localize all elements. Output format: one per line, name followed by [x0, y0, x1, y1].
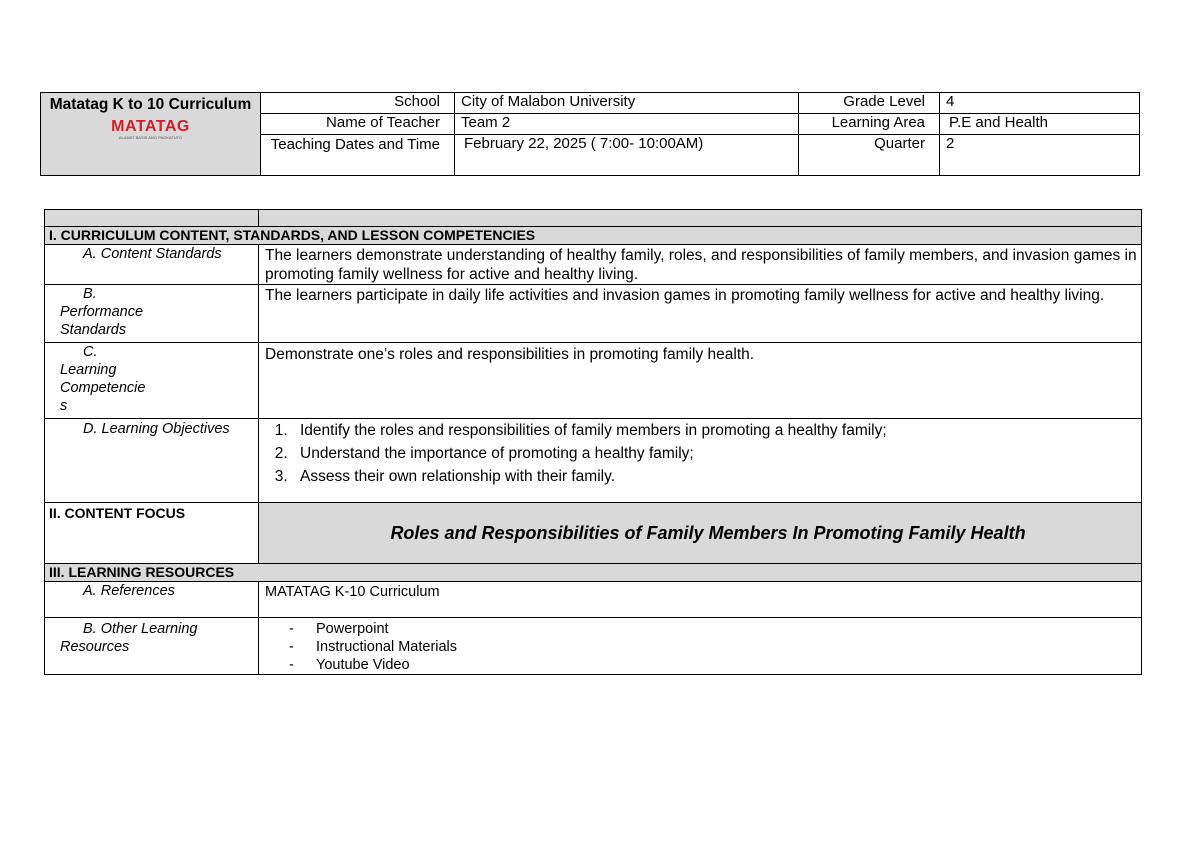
learning-competencies-text: Demonstrate one’s roles and responsibilities in promoting family health. — [259, 343, 1142, 419]
resource-item: - Powerpoint — [289, 621, 389, 637]
blank-shaded-row — [45, 210, 1142, 227]
section-resources-heading: III. LEARNING RESOURCES — [45, 564, 1142, 582]
grade-level-value: 4 — [940, 93, 1140, 114]
references-row — [45, 582, 1142, 618]
performance-standards-row — [45, 285, 1142, 343]
objective-item: 1. Identify the roles and responsibilities of family members in promoting a healthy family; — [292, 419, 1141, 442]
curriculum-title: Matatag K to 10 Curriculum — [49, 96, 252, 113]
teacher-value: Team 2 — [455, 114, 799, 135]
learning-objectives-label: D. Learning Objectives — [83, 421, 230, 437]
other-resources-label-2: Resources — [60, 639, 130, 655]
learning-competencies-label-1: Learning — [60, 362, 117, 378]
section-curriculum-heading: I. CURRICULUM CONTENT, STANDARDS, AND LESSON COMPETENCIES — [45, 227, 1142, 245]
other-resources-row — [45, 618, 1142, 675]
performance-standards-letter: B. — [83, 286, 97, 302]
learning-area-label: Learning Area — [799, 114, 940, 135]
resource-item: - Instructional Materials — [289, 639, 458, 655]
performance-standards-text: The learners participate in daily life activities and invasion games in promoting family wellness for active and healthy living. — [259, 285, 1142, 343]
objective-item: 2. Understand the importance of promoting a healthy family; — [292, 442, 1141, 465]
content-focus-title: Roles and Responsibilities of Family Members In Promoting Family Health — [259, 503, 1142, 564]
grade-level-label: Grade Level — [799, 93, 940, 114]
references-text: MATATAG K-10 Curriculum — [259, 582, 1142, 618]
other-resources-list — [259, 620, 1141, 674]
teaching-dates-value: February 22, 2025 ( 7:00- 10:00AM) — [455, 135, 799, 176]
teacher-label: Name of Teacher — [261, 114, 455, 135]
learning-objectives-row — [45, 419, 1142, 503]
performance-standards-label: Performance Standards — [60, 304, 144, 338]
matatag-logo — [41, 119, 260, 140]
quarter-label: Quarter — [799, 135, 940, 176]
logo-tagline: ALAMAT BASIS ANG PAGKATUTO — [118, 135, 183, 140]
objective-item: 3. Assess their own relationship with their family. — [292, 465, 1141, 488]
content-standards-row — [45, 245, 1142, 285]
school-value: City of Malabon University — [455, 93, 799, 114]
content-standards-text: The learners demonstrate understanding of healthy family, roles, and responsibilities of family members, and invasion games in promoting family wellness for active and healthy living. — [259, 245, 1142, 285]
teaching-dates-label: Teaching Dates and Time — [261, 135, 455, 176]
learning-competencies-label-3: s — [60, 398, 68, 414]
learning-competencies-label-2: Competencie — [60, 380, 146, 396]
content-standards-label: A. Content Standards — [83, 246, 222, 262]
curriculum-brand-cell — [41, 93, 261, 176]
learning-competencies-row — [45, 343, 1142, 419]
quarter-value: 2 — [940, 135, 1140, 176]
resource-item: - Youtube Video — [289, 657, 410, 673]
learning-area-value: P.E and Health — [940, 114, 1140, 135]
references-label: A. References — [83, 583, 175, 599]
content-focus-row — [45, 503, 1142, 564]
learning-competencies-letter: C. — [83, 344, 98, 360]
other-resources-label-1: B. Other Learning — [83, 621, 198, 637]
header-table — [40, 92, 1140, 176]
section-content-focus-heading: II. CONTENT FOCUS — [45, 503, 259, 564]
school-label: School — [261, 93, 455, 114]
logo-wordmark: MATATAG — [111, 118, 190, 135]
learning-objectives-list — [259, 419, 1141, 488]
lesson-plan-table — [44, 209, 1142, 675]
